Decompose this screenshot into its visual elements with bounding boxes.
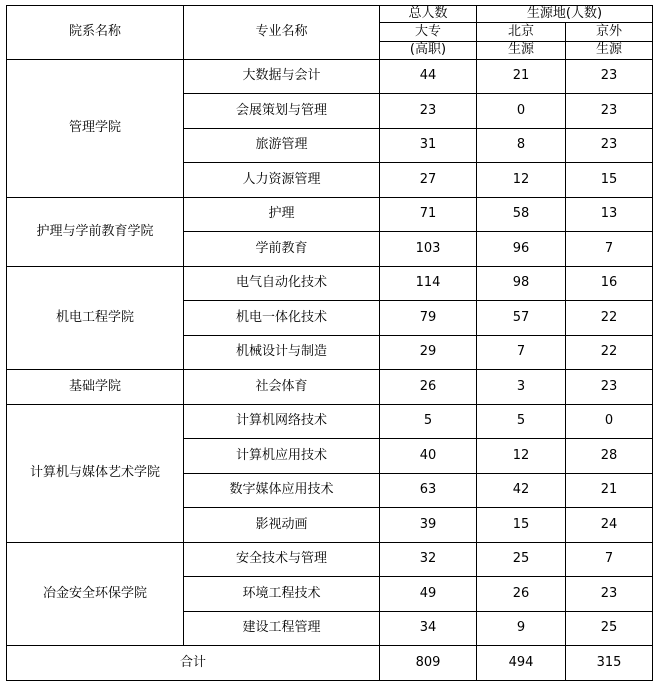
outside-count: 23 (566, 128, 653, 163)
beijing-count: 8 (477, 128, 566, 163)
outside-count: 23 (566, 94, 653, 129)
header-total-sub1: 大专 (380, 23, 477, 41)
beijing-count: 9 (477, 611, 566, 646)
table-row (7, 266, 653, 301)
outside-count: 0 (566, 404, 653, 439)
total-count: 40 (380, 439, 477, 474)
college-name: 机电工程学院 (7, 266, 184, 370)
beijing-count: 98 (477, 266, 566, 301)
header-beijing-2: 生源 (477, 41, 566, 59)
major-name: 计算机应用技术 (184, 439, 380, 474)
beijing-count: 58 (477, 197, 566, 232)
total-count: 79 (380, 301, 477, 336)
total-count: 63 (380, 473, 477, 508)
beijing-count: 0 (477, 94, 566, 129)
beijing-count: 12 (477, 163, 566, 198)
total-count: 29 (380, 335, 477, 370)
college-name: 护理与学前教育学院 (7, 197, 184, 266)
major-name: 环境工程技术 (184, 577, 380, 612)
total-count: 5 (380, 404, 477, 439)
total-count: 27 (380, 163, 477, 198)
outside-count: 23 (566, 59, 653, 94)
header-row-1 (7, 6, 653, 23)
beijing-count: 42 (477, 473, 566, 508)
total-count: 23 (380, 94, 477, 129)
college-name: 冶金安全环保学院 (7, 542, 184, 646)
beijing-count: 21 (477, 59, 566, 94)
total-count: 49 (380, 577, 477, 612)
total-label: 合计 (7, 646, 380, 681)
major-name: 机电一体化技术 (184, 301, 380, 336)
total-count: 39 (380, 508, 477, 543)
outside-count: 22 (566, 335, 653, 370)
major-name: 建设工程管理 (184, 611, 380, 646)
outside-count: 28 (566, 439, 653, 474)
header-origin: 生源地(人数) (477, 6, 653, 23)
major-name: 影视动画 (184, 508, 380, 543)
college-name: 基础学院 (7, 370, 184, 405)
outside-count: 25 (566, 611, 653, 646)
header-major: 专业名称 (184, 6, 380, 60)
outside-count: 13 (566, 197, 653, 232)
total-count: 31 (380, 128, 477, 163)
beijing-count: 3 (477, 370, 566, 405)
beijing-count: 96 (477, 232, 566, 267)
major-name: 人力资源管理 (184, 163, 380, 198)
table-row (7, 542, 653, 577)
major-name: 社会体育 (184, 370, 380, 405)
major-name: 计算机网络技术 (184, 404, 380, 439)
outside-count: 21 (566, 473, 653, 508)
grand-total-count: 809 (380, 646, 477, 681)
major-name: 护理 (184, 197, 380, 232)
total-count: 71 (380, 197, 477, 232)
table-row (7, 197, 653, 232)
outside-count: 15 (566, 163, 653, 198)
header-outside-1: 京外 (566, 23, 653, 41)
beijing-count: 7 (477, 335, 566, 370)
total-count: 114 (380, 266, 477, 301)
beijing-count: 57 (477, 301, 566, 336)
total-count: 34 (380, 611, 477, 646)
beijing-count: 15 (477, 508, 566, 543)
major-name: 学前教育 (184, 232, 380, 267)
outside-count: 7 (566, 542, 653, 577)
major-name: 旅游管理 (184, 128, 380, 163)
total-count: 103 (380, 232, 477, 267)
beijing-count: 25 (477, 542, 566, 577)
major-name: 安全技术与管理 (184, 542, 380, 577)
header-total: 总人数 (380, 6, 477, 23)
beijing-count: 26 (477, 577, 566, 612)
major-name: 数字媒体应用技术 (184, 473, 380, 508)
outside-count: 23 (566, 370, 653, 405)
outside-count: 16 (566, 266, 653, 301)
header-total-sub2: (高职) (380, 41, 477, 59)
total-count: 44 (380, 59, 477, 94)
beijing-count: 5 (477, 404, 566, 439)
beijing-count: 12 (477, 439, 566, 474)
major-name: 电气自动化技术 (184, 266, 380, 301)
grand-outside-count: 315 (566, 646, 653, 681)
major-name: 会展策划与管理 (184, 94, 380, 129)
major-name: 机械设计与制造 (184, 335, 380, 370)
college-name: 管理学院 (7, 59, 184, 197)
major-name: 大数据与会计 (184, 59, 380, 94)
outside-count: 23 (566, 577, 653, 612)
outside-count: 24 (566, 508, 653, 543)
table-row (7, 404, 653, 439)
header-college: 院系名称 (7, 6, 184, 60)
total-count: 26 (380, 370, 477, 405)
college-name: 计算机与媒体艺术学院 (7, 404, 184, 542)
enrollment-table (6, 5, 653, 681)
grand-beijing-count: 494 (477, 646, 566, 681)
total-count: 32 (380, 542, 477, 577)
header-beijing-1: 北京 (477, 23, 566, 41)
table-row (7, 370, 653, 405)
outside-count: 22 (566, 301, 653, 336)
outside-count: 7 (566, 232, 653, 267)
header-outside-2: 生源 (566, 41, 653, 59)
total-row (7, 646, 653, 681)
table-row (7, 59, 653, 94)
